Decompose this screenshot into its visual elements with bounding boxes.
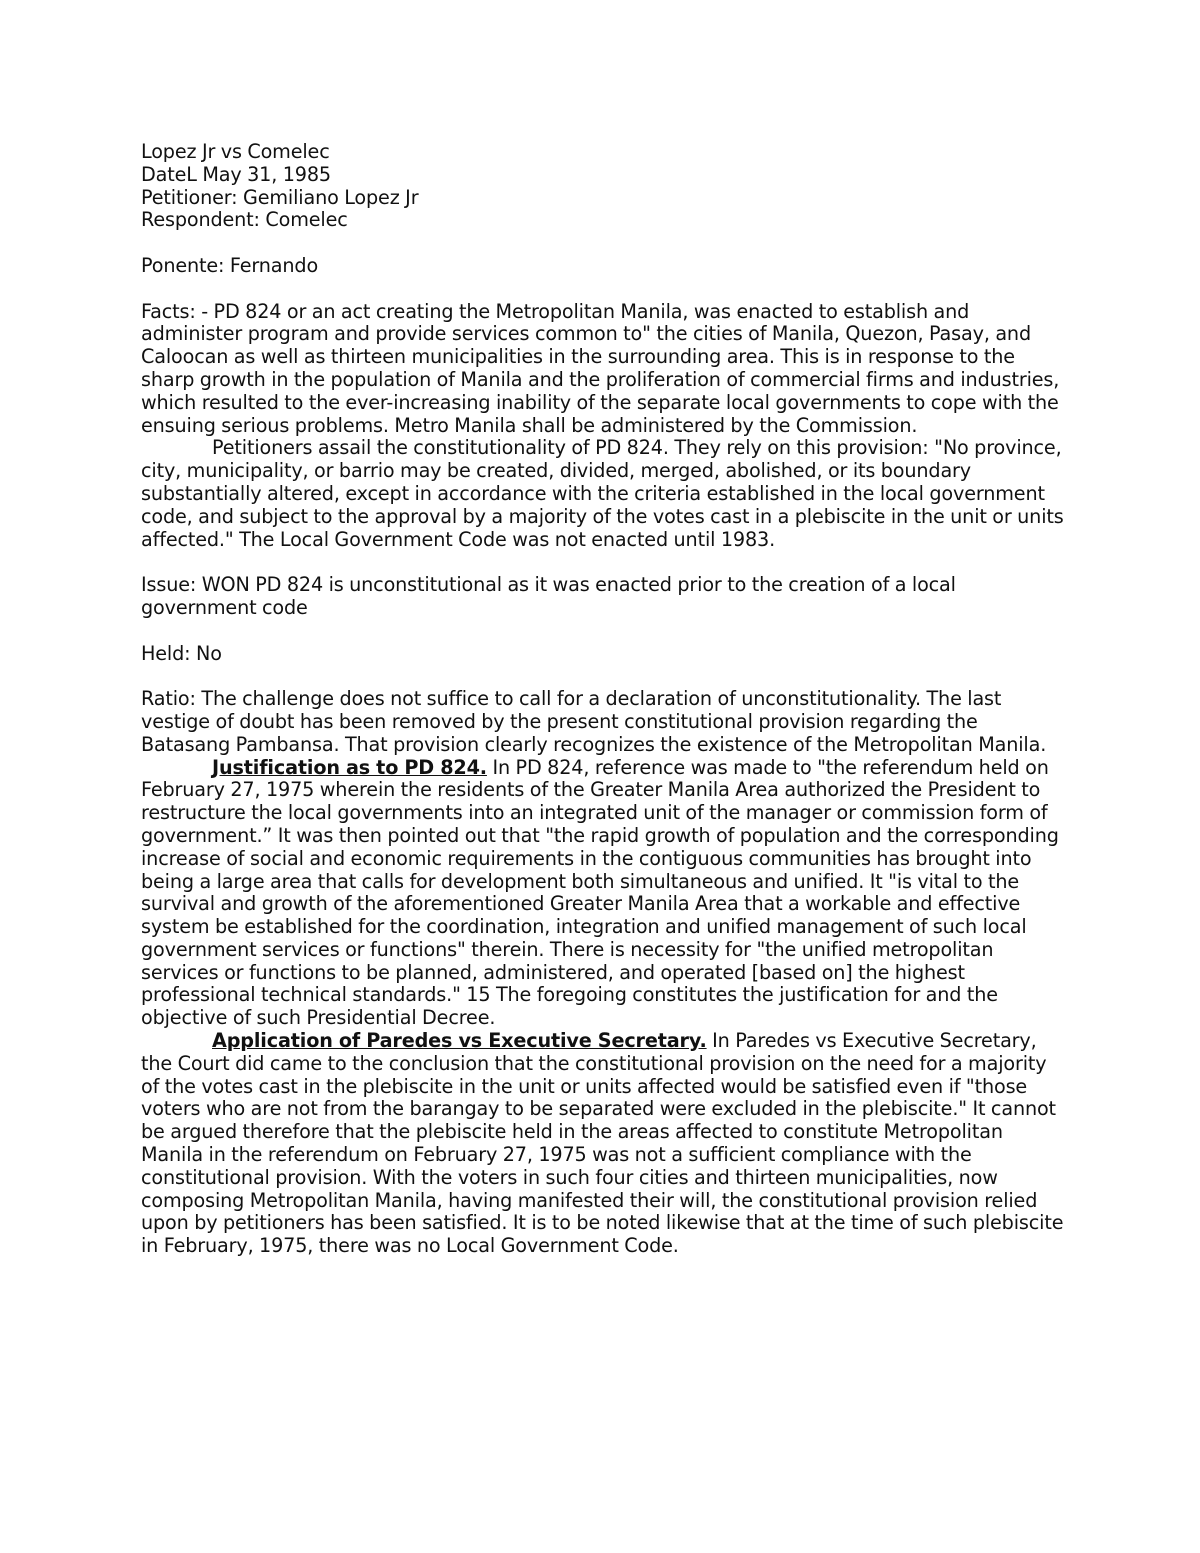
application-body: In Paredes vs Executive Secretary, the Court did came to the conclusion that the constitutional provision on the need for a majority of the votes cast in the plebiscite in the unit or units affected would be satisfied even if "those voters who are not from the barangay to be separated were excluded in the plebiscite." It cannot be argued therefore that the plebiscite held in the areas affected to constitute Metropolitan Manila in the referendum on February 27, 1975 was not a sufficient compliance with the constitutional provision. With the voters in such four cities and thirteen municipalities, now composing Metropolitan Manila, having manifested their will, the constitutional provision relied upon by petitioners has been satisfied. It is to be noted likewise that at the time of such plebiscite in February, 1975, there was no Local Government Code.	[141, 1029, 1064, 1258]
spacer	[141, 620, 1066, 643]
facts-paragraph-1: Facts: - PD 824 or an act creating the Metropolitan Manila, was enacted to establish and administer program and provide services common to" the cities of Manila, Quezon, Pasay, and Caloocan as well as thirteen municipalities in the surrounding area. This is in response to the sharp growth in the population of Manila and the proliferation of commercial firms and industries, which resulted to the ever-increasing inability of the separate local governments to cope with the ensuing serious problems. Metro Manila shall be administered by the Commission.	[141, 299, 1060, 437]
spacer	[141, 232, 1066, 255]
document-page	[141, 141, 1066, 1258]
respondent-line: Respondent: Comelec	[141, 208, 348, 232]
ponente-line: Ponente: Fernando	[141, 253, 319, 277]
application-paragraph	[141, 1030, 1066, 1258]
justification-body: In PD 824, reference was made to "the referendum held on February 27, 1975 wherein the residents of the Greater Manila Area authorized the President to restructure the local governments into an integrated unit of the manager or commission form of government.” It was then pointed out that "the rapid growth of population and the corresponding increase of social and economic requirements in the contiguous communities has brought into being a large area that calls for development both simultaneous and unified. It "is vital to the survival and growth of the aforementioned Greater Manila Area that a workable and effective system be established for the coordination, integration and unified management of such local government services or functions" therein. There is necessity for "the unified metropolitan services or functions to be planned, administered, and operated [based on] the highest professional technical standards." 15 The foregoing constitutes the justification for and the objective of such Presidential Decree.	[141, 755, 1059, 1030]
application-heading: Application of Paredes vs Executive Secretary.	[212, 1029, 707, 1053]
facts-paragraph-2: Petitioners assail the constitutionality of PD 824. They rely on this provision: "No province, city, municipality, or barrio may be created, divided, merged, abolished, or its boundary substantially altered, except in accordance with the criteria established in the local government code, and subject to the approval by a majority of the votes cast in a plebiscite in the unit or units affected." The Local Government Code was not enacted until 1983.	[141, 436, 1064, 551]
spacer	[141, 278, 1066, 301]
case-title: Lopez Jr vs Comelec	[141, 140, 330, 163]
issue-paragraph: Issue: WON PD 824 is unconstitutional as it was enacted prior to the creation of a local government code	[141, 573, 956, 619]
held-line: Held: No	[141, 641, 222, 665]
spacer	[141, 665, 1066, 688]
case-date: DateL May 31, 1985	[141, 162, 331, 186]
spacer	[141, 551, 1066, 574]
justification-paragraph	[141, 757, 1066, 1031]
ratio-paragraph-1: Ratio: The challenge does not suffice to call for a declaration of unconstitutionality. The last vestige of doubt has been removed by the present constitutional provision regarding the Batasang Pambansa. That provision clearly recognizes the existence of the Metropolitan Manila.	[141, 687, 1047, 756]
justification-heading: Justification as to PD 824.	[212, 755, 487, 779]
petitioner-line: Petitioner: Gemiliano Lopez Jr	[141, 185, 419, 209]
